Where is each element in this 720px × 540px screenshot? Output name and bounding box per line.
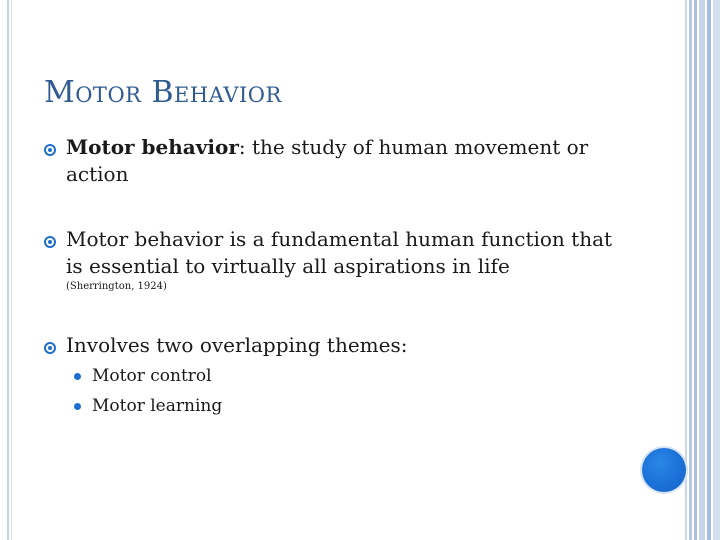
dot-bullet-icon <box>74 373 81 380</box>
themes-text: Involves two overlapping themes: <box>66 333 408 357</box>
right-stripe <box>694 0 697 540</box>
bullet-item-function <box>44 226 634 294</box>
sub-item-motor-learning <box>74 391 634 421</box>
bullet-list <box>44 130 634 421</box>
right-stripe <box>707 0 711 540</box>
ring-bullet-icon <box>44 144 56 156</box>
ring-bullet-icon <box>44 342 56 354</box>
slide-title: Motor Behavior <box>44 75 282 110</box>
left-border-line <box>7 0 9 540</box>
decorative-circle <box>642 448 686 492</box>
right-stripe <box>685 0 687 540</box>
bullet-item-definition <box>44 134 634 188</box>
sub-item-label: Motor learning <box>92 396 223 416</box>
ring-bullet-icon <box>44 236 56 248</box>
right-stripe <box>699 0 705 540</box>
citation: (Sherrington, 1924) <box>66 281 167 292</box>
bullet-item-themes <box>44 332 634 359</box>
sub-item-label: Motor control <box>92 366 212 386</box>
sub-bullet-list <box>44 361 634 421</box>
right-stripe <box>713 0 720 540</box>
right-stripe <box>689 0 692 540</box>
sub-item-motor-control <box>74 361 634 391</box>
function-text: Motor behavior is a fundamental human function that is essential to virtually all aspirations in life <box>66 227 613 278</box>
dot-bullet-icon <box>74 403 81 410</box>
term-label: Motor behavior <box>66 135 239 159</box>
definition-text: : the study of human movement or action <box>66 135 589 186</box>
left-border-line-inner <box>11 0 12 540</box>
